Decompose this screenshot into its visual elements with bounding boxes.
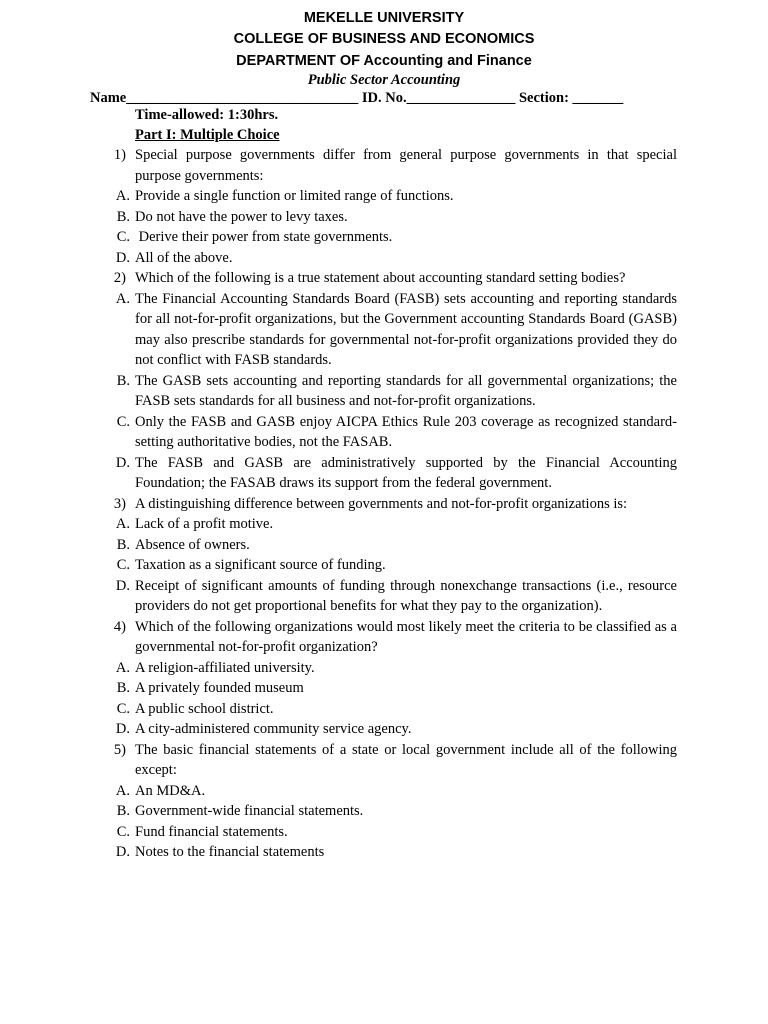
question-item [108, 494, 677, 515]
question-number: 1) [113, 147, 126, 163]
id-blank: _______________ [406, 90, 516, 106]
id-label: ID. No. [361, 90, 407, 106]
option-text: An MD&A. [135, 782, 206, 799]
answer-option [108, 371, 681, 412]
option-letter: B. [116, 803, 130, 819]
question-text: Which of the following is a true statement about accounting standard setting bodies? [135, 270, 626, 286]
part-title: Part I: Multiple Choice [135, 127, 280, 143]
option-text: Provide a single function or limited range of functions. [135, 188, 454, 204]
option-letter: D. [115, 577, 130, 594]
answer-option [108, 535, 677, 556]
answer-option [108, 227, 677, 248]
option-letter: B. [116, 536, 130, 553]
option-letter: D. [115, 721, 130, 737]
answer-option [108, 248, 677, 269]
answer-option [108, 719, 677, 740]
option-text: All of the above. [135, 249, 233, 266]
answer-option [108, 781, 677, 802]
option-text: The GASB sets accounting and reporting standards for all governmental organizations; the FASB sets standards for all business and not-for-profit organizations. [135, 372, 681, 409]
answer-option [108, 699, 677, 720]
option-letter: D. [115, 844, 130, 860]
answer-option [108, 678, 677, 699]
question-text: Which of the following organizations would most likely meet the criteria to be classified as a governmental not-for-profit organization? [135, 618, 681, 655]
option-letter: C. [116, 413, 130, 430]
option-letter: C. [116, 823, 130, 840]
question-number: 4) [113, 618, 126, 635]
option-letter: A. [115, 782, 130, 799]
option-text: Taxation as a significant source of funding. [135, 557, 386, 573]
option-letter: C. [116, 700, 130, 717]
option-text: A public school district. [135, 700, 274, 717]
option-letter: B. [116, 208, 130, 225]
name-blank: ________________________________ [126, 90, 359, 106]
answer-option [108, 658, 677, 679]
option-letter: B. [116, 372, 130, 389]
option-letter: A. [115, 188, 130, 204]
answer-option [108, 842, 677, 863]
subject-title: Public Sector Accounting [307, 72, 461, 88]
time-allowed: Time-allowed: 1:30hrs. [135, 107, 279, 123]
option-text: Derive their power from state governments. [135, 229, 393, 245]
option-letter: A. [115, 659, 130, 676]
question-item [108, 617, 681, 658]
answer-option [108, 412, 677, 453]
answer-option [108, 555, 677, 576]
section-label: Section [518, 90, 565, 106]
answer-option [108, 453, 681, 494]
question-text: A distinguishing difference between governments and not-for-profit organizations is: [135, 495, 628, 512]
answer-option [108, 207, 677, 228]
question-item [108, 740, 681, 781]
question-item [108, 145, 681, 186]
option-text: The FASB and GASB are administratively supported by the Financial Accounting Foundation; the FASAB draws its support from the federal government. [135, 454, 681, 491]
question-number: 2) [113, 270, 126, 286]
answer-option [108, 576, 681, 617]
university-title: MEKELLE UNIVERSITY [303, 10, 465, 26]
department-title: DEPARTMENT OF Accounting and Finance [236, 53, 532, 69]
question-number: 5) [113, 741, 126, 758]
question-item [108, 268, 677, 289]
question-list [108, 145, 681, 863]
question-text: Special purpose governments differ from general purpose governments in that special purpose governments: [135, 147, 681, 184]
option-letter: A. [115, 290, 130, 307]
option-text: Receipt of significant amounts of funding through nonexchange transactions (i.e., resource providers do not get proportional benefits for what they pay to the organization). [135, 577, 681, 614]
college-title: COLLEGE OF BUSINESS AND ECONOMICS [233, 31, 535, 47]
answer-option [108, 289, 681, 371]
question-number: 3) [113, 495, 126, 512]
question-text: The basic financial statements of a state or local government include all of the following except: [135, 741, 681, 778]
option-letter: D. [115, 249, 130, 266]
answer-option [108, 801, 677, 822]
option-text: The Financial Accounting Standards Board (FASB) sets accounting and reporting standards for all not-for-profit organizations, but the Government accounting Standards Board (GASB) may also prescribe standards for governmental not-for-profit organizations provided they do not conflict with FASB standards. [135, 290, 681, 368]
option-text: Lack of a profit motive. [135, 516, 274, 532]
answer-option [108, 186, 677, 207]
option-text: Notes to the financial statements [135, 844, 325, 860]
option-letter: C. [116, 229, 130, 245]
option-text: Government-wide financial statements. [135, 803, 364, 819]
option-text: Fund financial statements. [135, 823, 288, 840]
option-text: A privately founded museum [135, 680, 304, 696]
option-text: Absence of owners. [135, 536, 250, 553]
name-label: Name [90, 90, 127, 106]
option-letter: C. [116, 557, 130, 573]
option-letter: A. [115, 516, 130, 532]
option-text: Only the FASB and GASB enjoy AICPA Ethics Rule 203 coverage as recognized standard-setting authoritative bodies, not the FASAB. [135, 413, 677, 450]
option-letter: D. [115, 454, 130, 471]
answer-option [108, 514, 677, 535]
option-text: A religion-affiliated university. [135, 659, 315, 676]
answer-option [108, 822, 677, 843]
section-blank: : _______ [564, 90, 624, 106]
option-letter: B. [116, 680, 130, 696]
option-text: A city-administered community service agency. [135, 721, 412, 737]
option-text: Do not have the power to levy taxes. [135, 208, 348, 225]
